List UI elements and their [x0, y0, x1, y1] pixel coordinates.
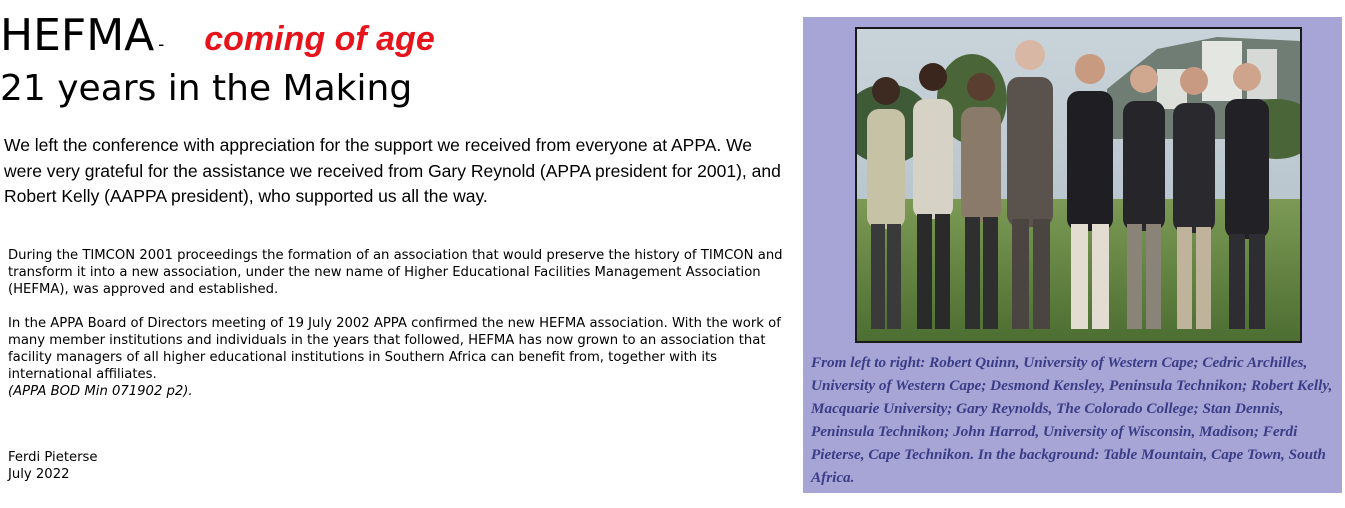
photo-card	[803, 17, 1342, 493]
page-subtitle: 21 years in the Making	[0, 68, 413, 109]
signature-name: Ferdi Pieterse	[8, 450, 98, 465]
title-main: HEFMA	[0, 10, 155, 61]
title-accent: coming of age	[204, 20, 435, 58]
photo-caption: From left to right: Robert Quinn, University of Western Cape; Cedric Archilles, University of Western Cape; Desmond Kensley, Peninsula Technikon; Robert Kelly, Macquarie University; Gary Reynolds, The Colorado College; Stan Dennis, Peninsula Technikon; John Harrod, University of Wisconsin, Madison; Ferdi Pieterse, Cape Technikon. In the background: Table Mountain, Cape Town, South Africa.	[811, 354, 1333, 486]
group-photo	[855, 27, 1302, 343]
intro-paragraph: We left the conference with appreciation for the support we received from everyone at APPA. We were very grateful for the assistance we received from Gary Reynold (APPA president for 2001), and Robert Kelly (AAPPA president), who supported us all the way.	[4, 135, 781, 206]
signature-date: July 2022	[8, 467, 70, 482]
appa-paragraph	[8, 315, 798, 400]
signature	[8, 449, 98, 483]
title-dash: -	[158, 34, 165, 54]
group-photo-image	[857, 29, 1300, 341]
appa-paragraph-text: In the APPA Board of Directors meeting of 19 July 2002 APPA confirmed the new HEFMA association. With the work of many member institutions and individuals in the years that followed, HEFMA has now grown to an association that facility managers of all higher educational institutions in Southern Africa can benefit from, together with its international affiliates.	[8, 316, 781, 382]
page-title	[0, 10, 435, 66]
timcon-paragraph: During the TIMCON 2001 proceedings the formation of an association that would preserve the history of TIMCON and transform it into a new association, under the new name of Higher Educational Facilities Management Association (HEFMA), was approved and established.	[8, 248, 783, 297]
reference-note: (APPA BOD Min 071902 p2).	[8, 384, 193, 399]
